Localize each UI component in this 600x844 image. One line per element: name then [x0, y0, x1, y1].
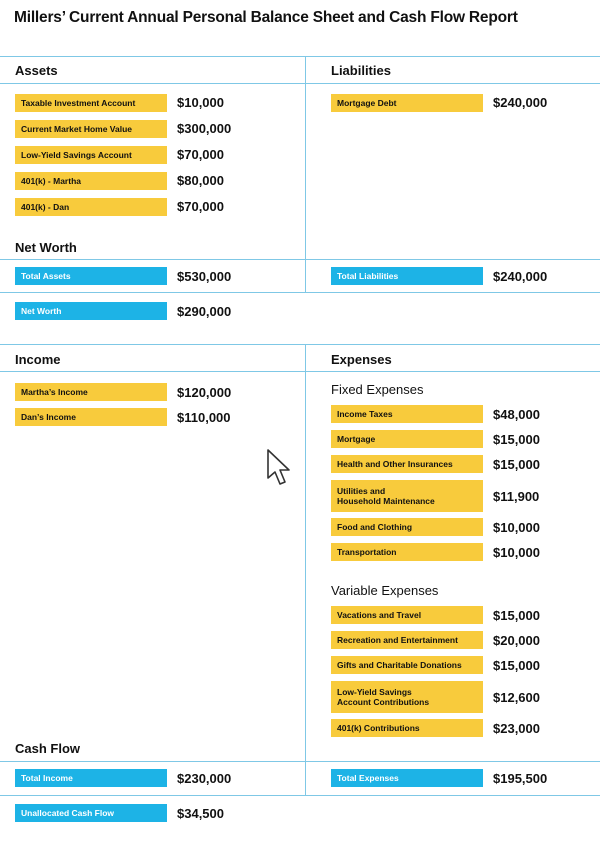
asset-value: $300,000 [177, 121, 232, 136]
asset-label: Current Market Home Value [15, 120, 167, 138]
rule-cash-flow [0, 761, 600, 762]
rule-cash-totals [0, 795, 600, 796]
asset-value: $10,000 [177, 95, 224, 110]
rule-income-expenses [0, 371, 600, 372]
expense-label [331, 681, 483, 713]
income-label: Dan’s Income [15, 408, 167, 426]
income-value: $120,000 [177, 385, 232, 400]
expense-value: $23,000 [493, 721, 540, 736]
expense-value: $12,600 [493, 690, 540, 705]
mouse-pointer-icon [266, 448, 292, 488]
expense-label-line: Account Contributions [337, 697, 430, 707]
expense-value: $10,000 [493, 520, 540, 535]
total-expenses-label: Total Expenses [331, 769, 483, 787]
expense-value: $11,900 [493, 489, 540, 504]
total-income-label: Total Income [15, 769, 167, 787]
asset-label: Low-Yield Savings Account [15, 146, 167, 164]
rule-income-top [0, 344, 600, 345]
assets-heading: Assets [15, 63, 58, 78]
expense-label: Gifts and Charitable Donations [331, 656, 483, 674]
unallocated-cash-flow-label: Unallocated Cash Flow [15, 804, 167, 822]
expense-label-line: Household Maintenance [337, 496, 435, 506]
variable-expenses-heading: Variable Expenses [331, 583, 439, 598]
net-worth-heading: Net Worth [15, 240, 77, 255]
asset-value: $70,000 [177, 199, 224, 214]
total-expenses-value: $195,500 [493, 771, 548, 786]
expense-value: $20,000 [493, 633, 540, 648]
page-title: Millers’ Current Annual Personal Balance Sheet and Cash Flow Report [14, 9, 518, 26]
expense-label: Vacations and Travel [331, 606, 483, 624]
total-income-value: $230,000 [177, 771, 232, 786]
expense-label: 401(k) Contributions [331, 719, 483, 737]
asset-label: 401(k) - Dan [15, 198, 167, 216]
expense-value: $15,000 [493, 608, 540, 623]
asset-label: Taxable Investment Account [15, 94, 167, 112]
expense-label-line: Low-Yield Savings [337, 687, 412, 697]
total-liabilities-label: Total Liabilities [331, 267, 483, 285]
expense-label: Mortgage [331, 430, 483, 448]
income-heading: Income [15, 352, 61, 367]
rule-net-worth [0, 259, 600, 260]
expense-value: $15,000 [493, 658, 540, 673]
column-divider-cashflow [305, 344, 306, 795]
asset-value: $80,000 [177, 173, 224, 188]
liability-label: Mortgage Debt [331, 94, 483, 112]
column-divider-balance [305, 56, 306, 293]
expense-label: Income Taxes [331, 405, 483, 423]
rule-totals [0, 292, 600, 293]
expense-label: Recreation and Entertainment [331, 631, 483, 649]
rule-balance-top [0, 56, 600, 57]
fixed-expenses-heading: Fixed Expenses [331, 382, 424, 397]
expense-label [331, 480, 483, 512]
expense-value: $15,000 [493, 457, 540, 472]
income-value: $110,000 [177, 410, 231, 425]
asset-value: $70,000 [177, 147, 224, 162]
expense-label: Food and Clothing [331, 518, 483, 536]
total-assets-value: $530,000 [177, 269, 232, 284]
income-label: Martha’s Income [15, 383, 167, 401]
asset-label: 401(k) - Martha [15, 172, 167, 190]
liability-value: $240,000 [493, 95, 548, 110]
total-assets-label: Total Assets [15, 267, 167, 285]
cash-flow-heading: Cash Flow [15, 741, 81, 756]
expense-label-line: Utilities and [337, 486, 386, 496]
expenses-heading: Expenses [331, 352, 392, 367]
expense-value: $10,000 [493, 545, 540, 560]
expense-label: Health and Other Insurances [331, 455, 483, 473]
rule-assets-liabilities [0, 83, 600, 84]
expense-value: $15,000 [493, 432, 540, 447]
total-liabilities-value: $240,000 [493, 269, 548, 284]
net-worth-label: Net Worth [15, 302, 167, 320]
net-worth-value: $290,000 [177, 304, 232, 319]
expense-label: Transportation [331, 543, 483, 561]
unallocated-cash-flow-value: $34,500 [177, 806, 224, 821]
expense-value: $48,000 [493, 407, 540, 422]
liabilities-heading: Liabilities [331, 63, 391, 78]
